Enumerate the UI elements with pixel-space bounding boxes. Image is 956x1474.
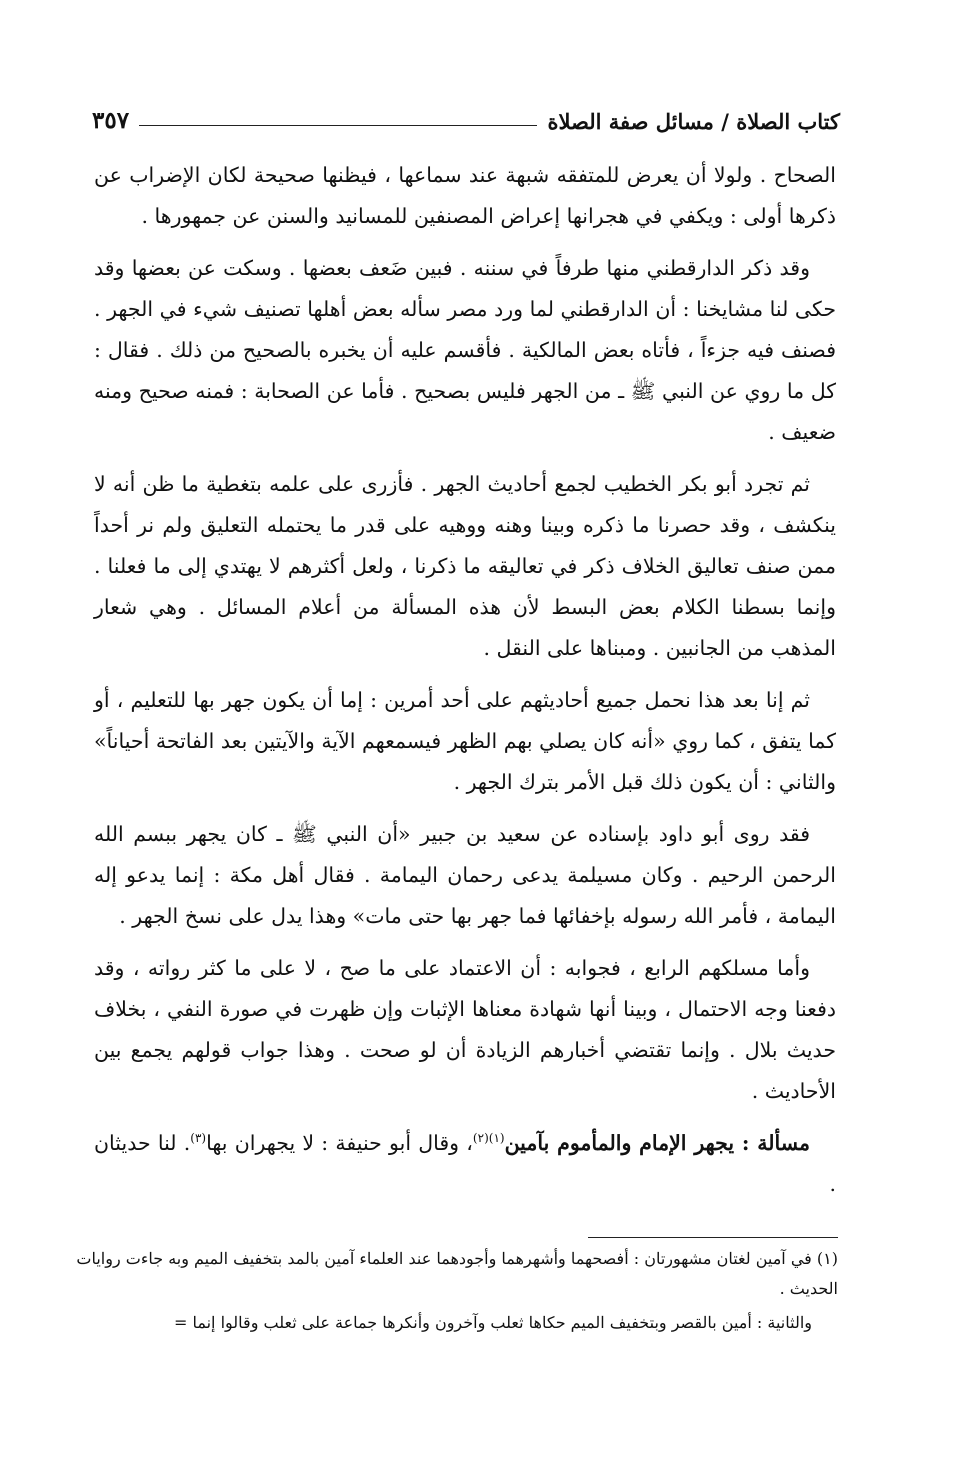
paragraph-1: الصحاح . ولولا أن يعرض للمتفقه شبهة عند سماعها ، فيظنها صحيحة لكان الإضراب عن ذكرها أولى : ويكفي في هجرانها إعراض المصنفين للمسانيد والسنن عن جمهورها . [94, 163, 836, 228]
running-header [92, 94, 840, 134]
footnote-1-marker: (١) [816, 1249, 838, 1268]
masala-heading: مسألة : يجهر الإمام والمأموم بآمين [504, 1131, 811, 1155]
footnote-rule [588, 1237, 838, 1238]
paragraph-6: وأما مسلكهم الرابع ، فجوابه : أن الاعتماد على ما صح ، لا على ما كثر رواته ، وقد دفعنا وجه الاحتمال ، وبينا أنها شهادة معناها الإثبات وإن ظهرت في صورة النفي ، بخلاف حديث بلال . وإنما تقتضي أخبارهم الزيادة أن لو صحت . وهذا جواب قولهم يجمع بين الأحاديث . [94, 956, 836, 1103]
paragraph-4: ثم إنا بعد هذا نحمل جميع أحاديثهم على أحد أمرين : إما أن يكون جهر بها للتعليم ، أو كما يتفق ، كما روي «أنه كان يصلي بهم الظهر فيسمعهم الآية والآيتين بعد الفاتحة أحياناً» والثاني : أن يكون ذلك قبل الأمر بترك الجهر . [94, 688, 836, 794]
chapter-title: كتاب الصلاة / مسائل صفة الصلاة [547, 109, 840, 134]
paragraph-3: ثم تجرد أبو بكر الخطيب لجمع أحاديث الجهر . فأزرى على علمه بتغطية ما ظن أنه لا ينكشف ، وقد حصرنا ما ذكره وبينا وهنه ووهيه على قدر ما يحتمله التعليق ولم نر أحداً ممن صنف تعاليق الخلاف ذكر في تعاليقه ما ذكرنا ، ولعل أكثرهم لا يهتدي إلى ما فعلنا . وإنما بسطنا الكلام بعض البسط لأن هذه المسألة من أعلام المسائل . وهي شعار المذهب من الجانبين . ومبناها على النقل . [94, 472, 836, 660]
footnote-1-continued: والثانية : أمين بالقصر وبتخفيف الميم حكاها ثعلب وآخرون وأنكرها جماعة على ثعلب وقالوا إنما = [173, 1313, 812, 1332]
header-rule [139, 125, 537, 126]
footnote-1 [60, 1244, 838, 1304]
paragraph-5: فقد روى أبو داود بإسناده عن سعيد بن جبير «أن النبي ﷺ ـ كان يجهر ببسم الله الرحمن الرحيم . وكان مسيلمة يدعى رحمان اليمامة . فقال أهل مكة : إنما يدعو إله اليمامة ، فأمر الله رسوله بإخفائها فما جهر بها حتى مات» وهذا يدل على نسخ الجهر . [94, 822, 836, 928]
masala-paragraph [94, 1123, 836, 1205]
main-text [94, 155, 836, 1216]
footnote-ref-1-2: (١)(٢) [472, 1131, 505, 1146]
paragraph-2: وقد ذكر الدارقطني منها طرفاً في سننه . فبين ضَعف بعضها . وسكت عن بعضها وقد حكى لنا مشايخنا : أن الدارقطني لما ورد مصر سأله بعض أهلها تصنيف شيء في الجهر . فصنف فيه جزءاً ، فأتاه بعض المالكية . فأقسم عليه أن يخبره بالصحيح من ذلك . فقال : كل ما روي عن النبي ﷺ ـ من الجهر فليس بصحيح . فأما عن الصحابة : فمنه صحيح ومنه ضعيف . [94, 256, 836, 444]
footnote-ref-3: (٣) [190, 1131, 207, 1146]
masala-text: ، وقال أبو حنيفة : لا يجهران بها [206, 1131, 473, 1155]
footnote-1-text: في آمين لغتان مشهورتان : أفصحهما وأشهرهما وأجودهما عند العلماء آمين بالمد بتخفيف الميم وبه جاءت روايات الحديث . [76, 1249, 838, 1298]
masala-tail: . لنا حديثان . [94, 1131, 836, 1196]
footnotes [60, 1244, 838, 1342]
page-number: ٣٥٧ [92, 107, 130, 134]
